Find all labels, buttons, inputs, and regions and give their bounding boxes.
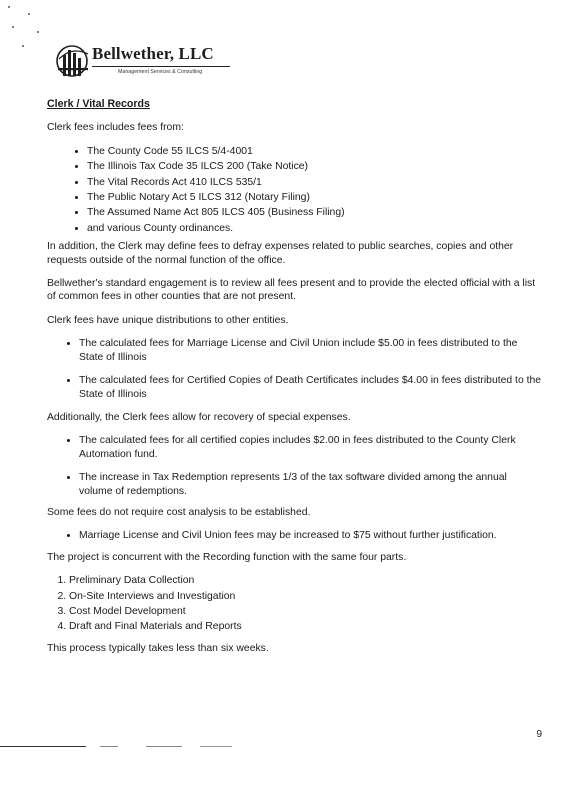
scan-line [200,746,232,747]
scan-speck [28,13,30,15]
intro-paragraph: Clerk fees includes fees from: [47,122,184,134]
list-item: 3. Cost Model Development [69,605,542,618]
bellwether-emblem-icon [52,40,96,84]
scan-speck [22,45,24,47]
project-paragraph: The project is concurrent with the Recording function with the same four parts. [47,551,407,563]
scan-line [146,746,182,747]
special-expenses-list [47,434,542,498]
distributions-paragraph: Clerk fees have unique distributions to other entities. [47,314,289,326]
list-item: • The County Code 55 ILCS 5/4-4001 [87,145,542,158]
list-item: • Marriage License and Civil Union fees may be increased to $75 without further justification. [79,529,542,542]
scan-line [100,746,118,747]
list-item: • The increase in Tax Redemption represents 1/3 of the tax software divided among the annual volume of redemptions. [79,471,542,498]
company-name: Bellwether, LLC [92,44,214,63]
list-item: • The calculated fees for all certified copies includes $2.00 in fees distributed to the County Clerk Automation fund. [79,434,542,461]
no-analysis-paragraph: Some fees do not require cost analysis to be established. [47,506,311,518]
no-analysis-list [47,529,542,542]
engagement-paragraph: Bellwether's standard engagement is to review all fees present and to provide the elected official with a list of common fees in other counties that are not present. [47,278,536,303]
list-item: 2. On-Site Interviews and Investigation [69,590,542,603]
page-number: 9 [536,729,542,740]
list-item: • The calculated fees for Certified Copies of Death Certificates includes $4.00 in fees distributed to the State of Illinois [79,374,542,401]
scan-speck [8,6,10,8]
list-item: • The Assumed Name Act 805 ILCS 405 (Business Filing) [87,206,542,219]
distribution-list [47,337,542,401]
list-item: • The Public Notary Act 5 ILCS 312 (Notary Filing) [87,191,542,204]
scan-speck [12,26,14,28]
list-item: • and various County ordinances. [87,222,542,235]
define-fees-paragraph: In addition, the Clerk may define fees to defray expenses related to public searches, copies and other requests outside of the normal function of the office. [47,241,514,266]
scan-speck [37,31,39,33]
timeline-paragraph: This process typically takes less than six weeks. [47,642,269,654]
company-logo [52,40,232,85]
list-item: • The calculated fees for Marriage License and Civil Union include $5.00 in fees distributed to the State of Illinois [79,337,542,364]
scan-line [0,746,86,747]
company-tagline: Management Services & Consulting [118,69,203,75]
list-item: • The Illinois Tax Code 35 ILCS 200 (Take Notice) [87,160,542,173]
list-item: • The Vital Records Act 410 ILCS 535/1 [87,176,542,189]
fee-sources-list [47,145,542,235]
logo-divider [92,66,230,67]
project-parts-list [47,574,542,634]
special-expenses-paragraph: Additionally, the Clerk fees allow for recovery of special expenses. [47,411,351,423]
document-body [47,98,542,665]
list-item: 1. Preliminary Data Collection [69,574,542,587]
list-item: 4. Draft and Final Materials and Reports [69,620,542,633]
section-heading: Clerk / Vital Records [47,98,150,110]
